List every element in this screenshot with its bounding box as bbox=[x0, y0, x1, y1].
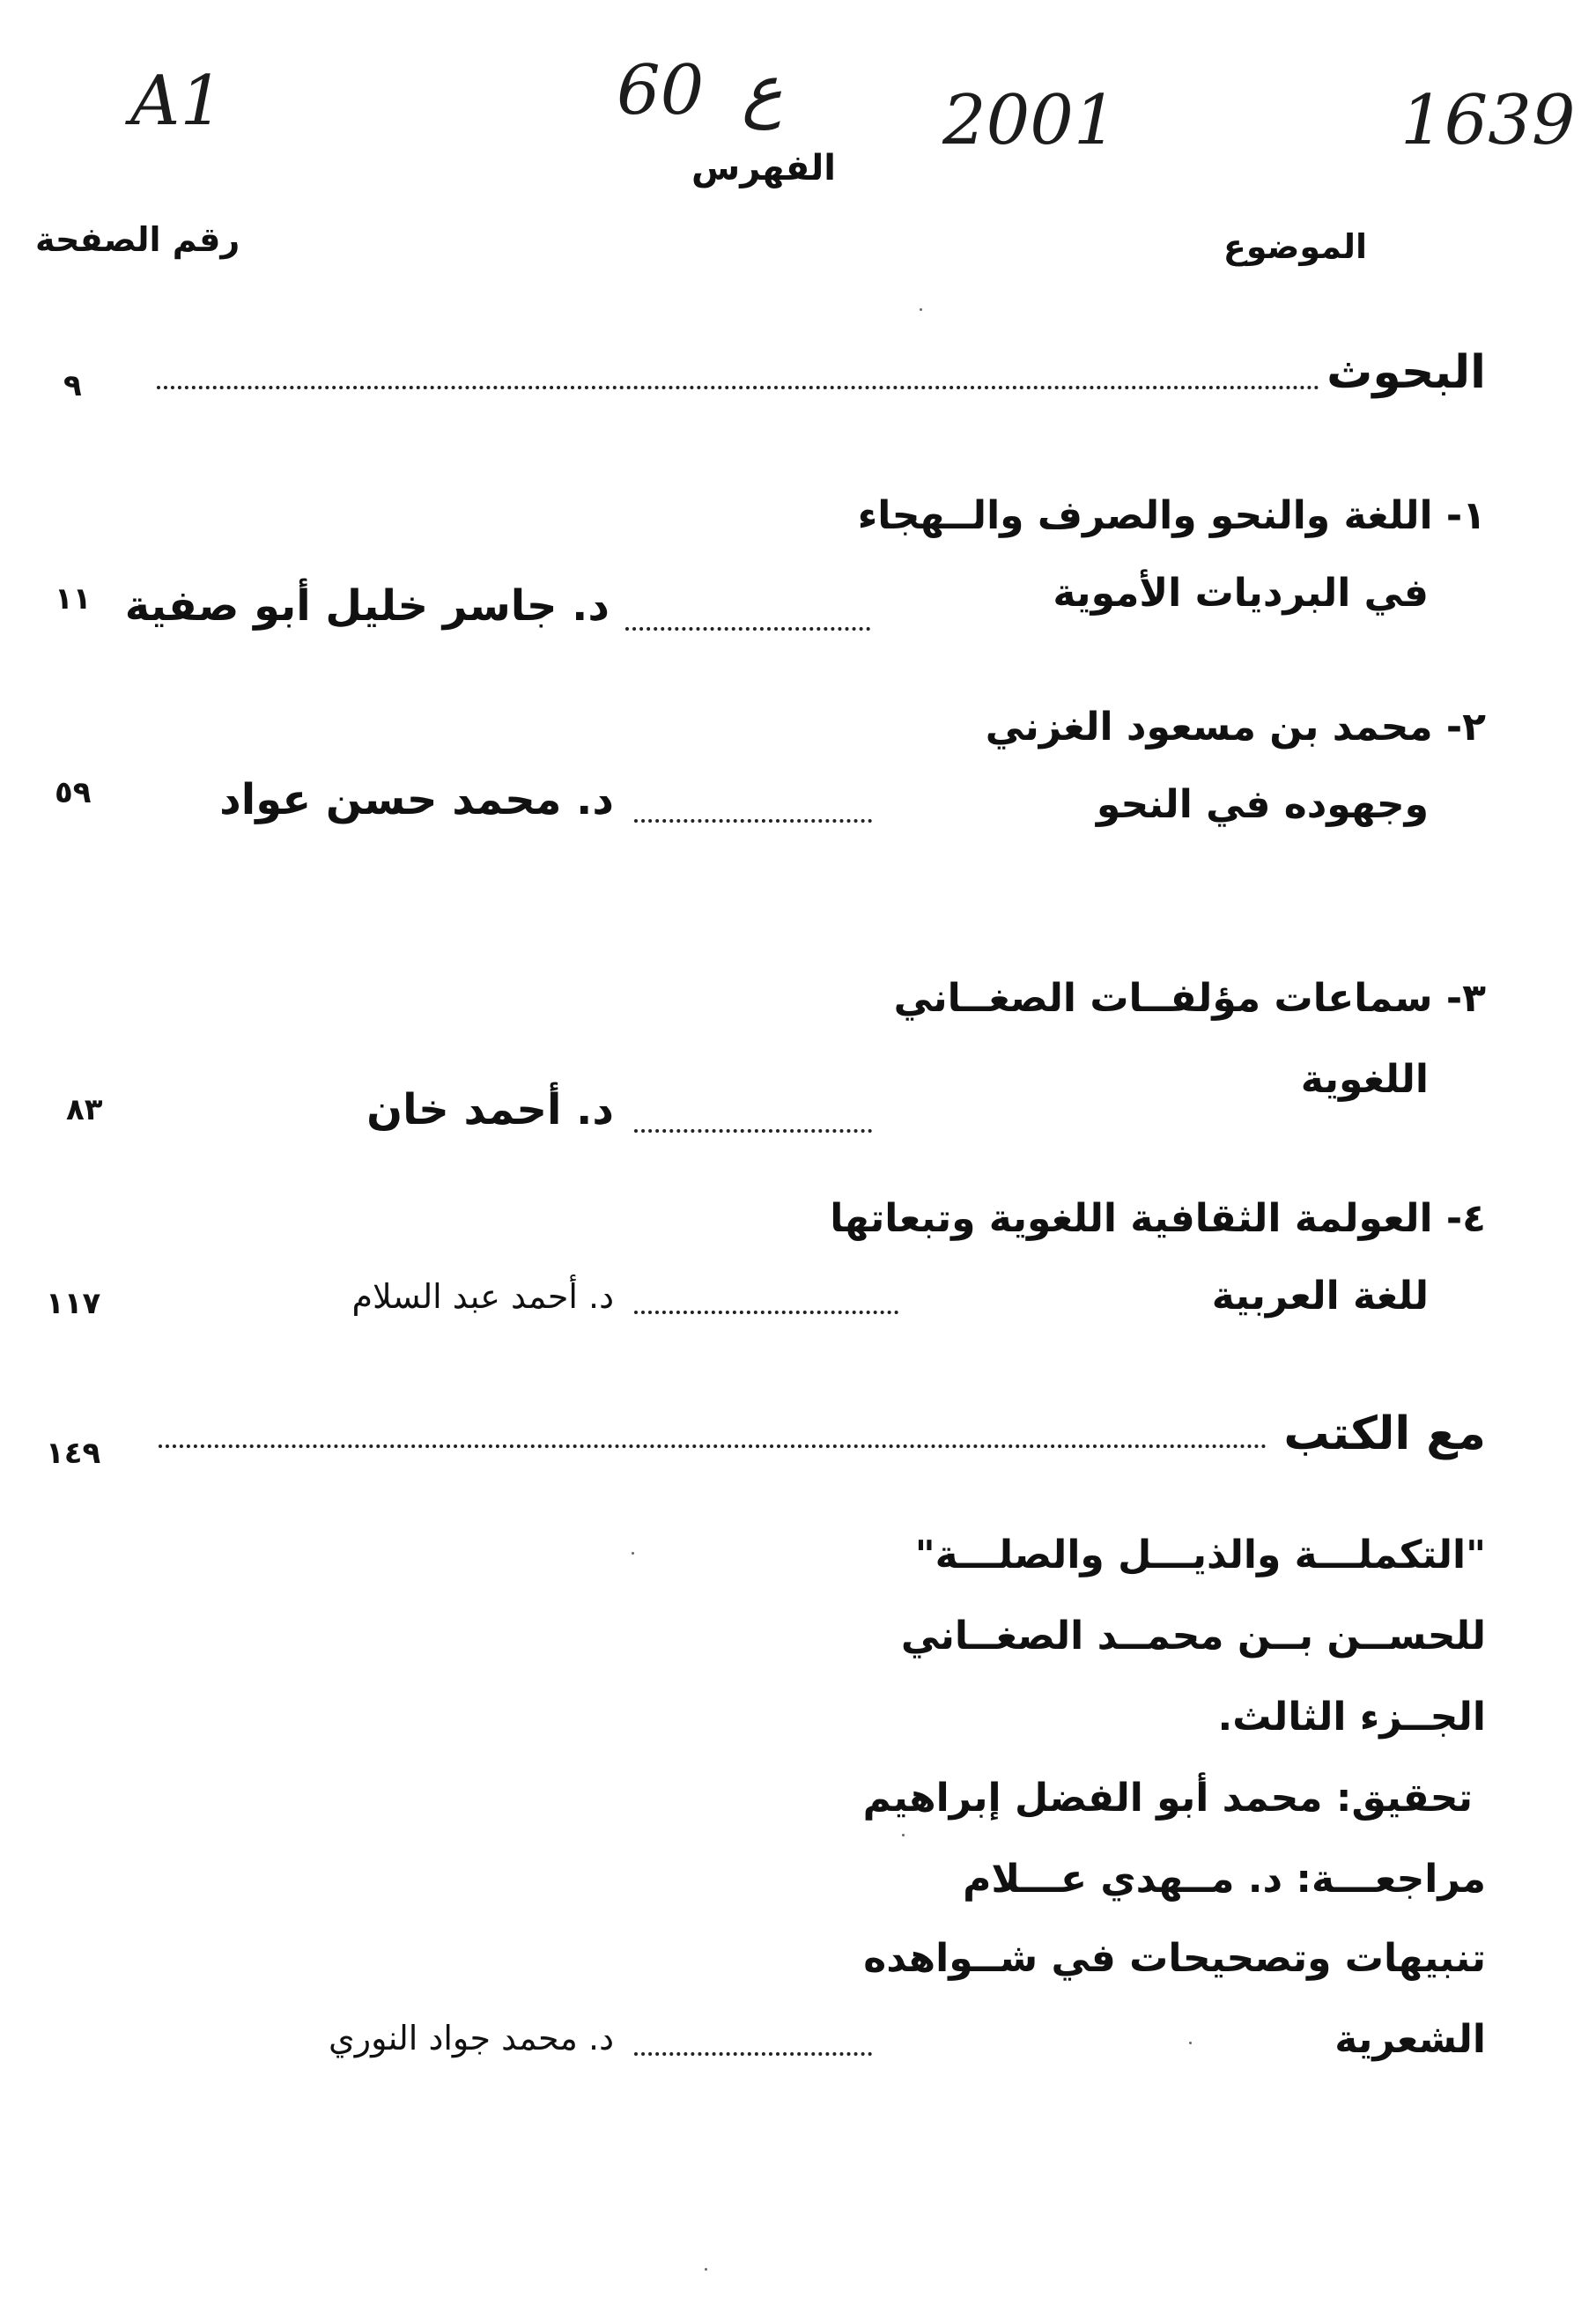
book-line-3: الجــزء الثالث. bbox=[1217, 1695, 1486, 1740]
article-3-leader-dots bbox=[634, 1129, 872, 1133]
article-1-page-number: ١١ bbox=[55, 581, 92, 617]
book-line-6: تنبيهات وتصحيحات في شــواهده bbox=[863, 1936, 1486, 1981]
article-2-leader-dots bbox=[634, 819, 872, 823]
books-section-title: مع الكتب bbox=[1283, 1407, 1486, 1460]
article-3-title-line2: اللغوية bbox=[1300, 1057, 1429, 1102]
article-1-author: د. جاسر خليل أبو صفية bbox=[124, 581, 610, 631]
handwritten-year: 2001 bbox=[942, 81, 1118, 160]
books-leader-dots bbox=[159, 1444, 1267, 1448]
handwritten-issue-letter: ع bbox=[742, 51, 783, 130]
scan-speck bbox=[1189, 2042, 1192, 2044]
book-line-4: تحقيق: محمد أبو الفضل إبراهيم bbox=[862, 1776, 1473, 1821]
article-4-page-number: ١١٧ bbox=[46, 1286, 101, 1321]
book-line-1: "التكملـــة والذيـــل والصلـــة" bbox=[914, 1533, 1486, 1577]
page-number-column-header: رقم الصفحة bbox=[35, 220, 240, 259]
handwritten-code: A1 bbox=[130, 62, 224, 141]
handwritten-issue: 60 bbox=[617, 51, 705, 130]
article-2-title-line2: وجهوده في النحو bbox=[1096, 782, 1429, 827]
article-2-title-line1: ٢- محمد بن مسعود الغزني bbox=[985, 705, 1486, 750]
books-page-number: ١٤٩ bbox=[46, 1436, 101, 1471]
book-line-7: الشعرية bbox=[1334, 2017, 1486, 2062]
scan-speck bbox=[920, 308, 922, 311]
research-page-number: ٩ bbox=[63, 368, 82, 403]
scan-speck bbox=[902, 1834, 905, 1836]
book-line-5: مراجعـــة: د. مــهدي عـــلام bbox=[963, 1857, 1486, 1902]
article-3-author: د. أحمد خان bbox=[366, 1085, 614, 1134]
article-1-title-line1: ١- اللغة والنحو والصرف والــهجاء bbox=[857, 493, 1486, 538]
article-2-author: د. محمد حسن عواد bbox=[219, 775, 614, 824]
subject-column-header: الموضوع bbox=[1223, 227, 1367, 266]
research-section-title: البحوث bbox=[1326, 346, 1486, 399]
scan-speck bbox=[705, 2268, 707, 2271]
article-1-title-line2: في البرديات الأموية bbox=[1053, 571, 1429, 616]
research-leader-dots bbox=[157, 386, 1319, 389]
book-line-2: للحســن بــن محمــد الصغــاني bbox=[900, 1614, 1486, 1659]
handwritten-number: 1639 bbox=[1400, 81, 1576, 160]
article-3-title-line1: ٣- سماعات مؤلفــات الصغــاني bbox=[893, 976, 1486, 1021]
article-4-title-line2: للغة العربية bbox=[1211, 1274, 1429, 1319]
article-4-title-line1: ٤- العولمة الثقافية اللغوية وتبعاتها bbox=[830, 1196, 1486, 1241]
book-reviewer-author: د. محمد جواد النوري bbox=[329, 2019, 614, 2058]
article-4-author: د. أحمد عبد السلام bbox=[351, 1277, 614, 1316]
article-1-leader-dots bbox=[625, 627, 870, 631]
scan-speck bbox=[632, 1552, 634, 1555]
article-3-page-number: ٨٣ bbox=[66, 1092, 103, 1127]
book-leader-dots bbox=[634, 2052, 872, 2056]
article-4-leader-dots bbox=[634, 1311, 898, 1314]
article-2-page-number: ٥٩ bbox=[55, 775, 92, 810]
page-title: الفهرس bbox=[691, 148, 837, 188]
